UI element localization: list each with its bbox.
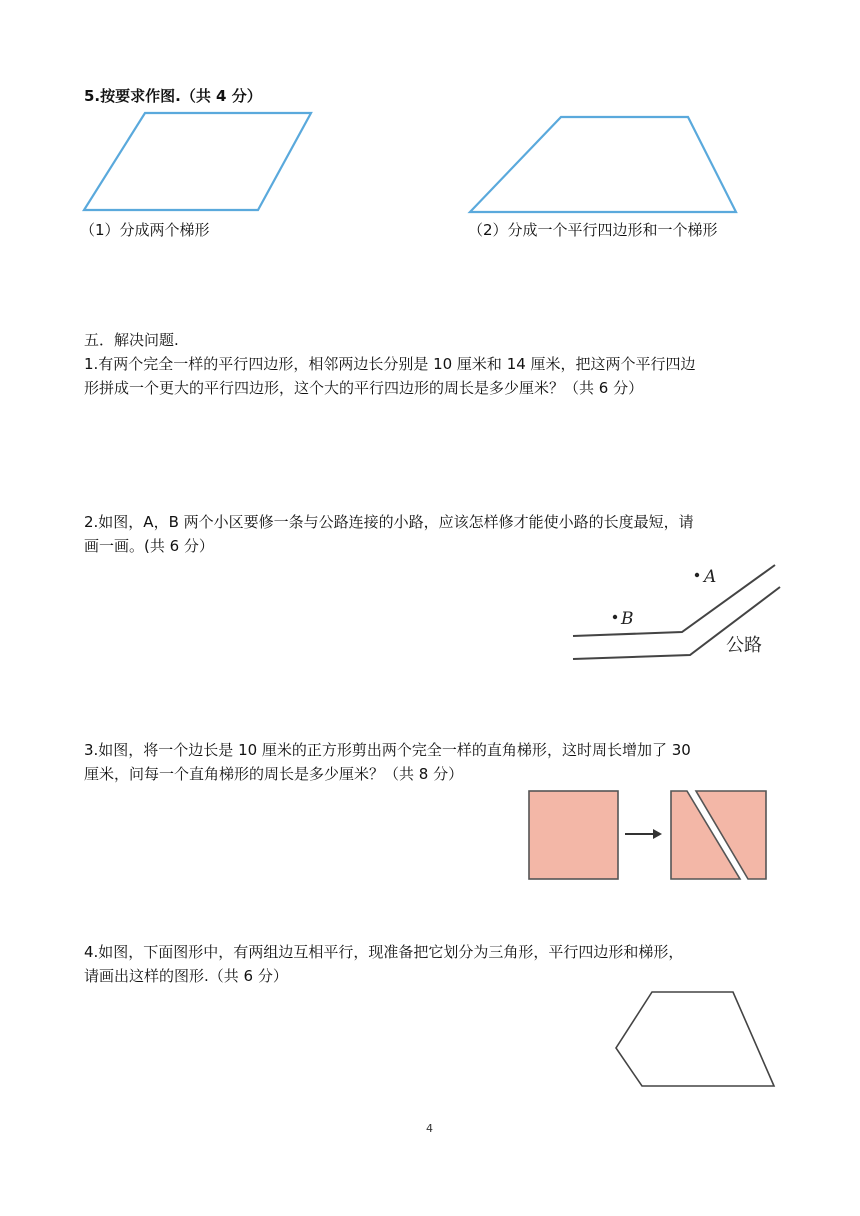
square-shape: [529, 791, 618, 879]
section-heading: 五．解决问题.: [84, 331, 179, 349]
trapezoid-shape: [470, 117, 736, 212]
point-b-dot: [613, 615, 617, 619]
square-cut-diagram: [520, 786, 790, 886]
problem2-line2: 画一画。(共 6 分）: [84, 537, 214, 555]
problem3-line2: 厘米，问每一个直角梯形的周长是多少厘米？（共 8 分）: [84, 765, 464, 783]
problem2-line1: 2.如图，A，B 两个小区要修一条与公路连接的小路，应该怎样修才能使小路的长度最短，请: [84, 513, 694, 531]
arrow-head: [653, 829, 662, 839]
problem3-line1: 3.如图，将一个边长是 10 厘米的正方形剪出两个完全一样的直角梯形，这时周长增加了 30: [84, 741, 691, 759]
road-edge-upper: [573, 565, 775, 636]
problem1-line1: 1.有两个完全一样的平行四边形，相邻两边长分别是 10 厘米和 14 厘米，把这两个平行四边: [84, 355, 696, 373]
point-a-label: A: [704, 567, 717, 587]
hexagon-shape: [616, 992, 774, 1086]
road-diagram: [570, 560, 785, 665]
q5-title: 5.按要求作图.（共 4 分）: [84, 87, 262, 105]
problem1-line2: 形拼成一个更大的平行四边形，这个大的平行四边形的周长是多少厘米？（共 6 分）: [84, 379, 644, 397]
q5-trapezoid-figure: [464, 110, 744, 220]
problem4-line2: 请画出这样的图形.（共 6 分）: [84, 967, 288, 985]
page-number: 4: [426, 1122, 433, 1135]
road-label: 公路: [726, 635, 762, 656]
hexagon-diagram: [610, 986, 785, 1091]
point-a-dot: [695, 573, 699, 577]
q5-sub1-label: （1）分成两个梯形: [80, 221, 210, 239]
point-b-label: B: [621, 609, 634, 629]
q5-parallelogram-figure: [78, 106, 328, 216]
problem4-line1: 4.如图，下面图形中，有两组边互相平行，现准备把它划分为三角形，平行四边形和梯形，: [84, 943, 684, 961]
q5-sub2-label: （2）分成一个平行四边形和一个梯形: [468, 221, 718, 239]
parallelogram-shape: [84, 113, 311, 210]
